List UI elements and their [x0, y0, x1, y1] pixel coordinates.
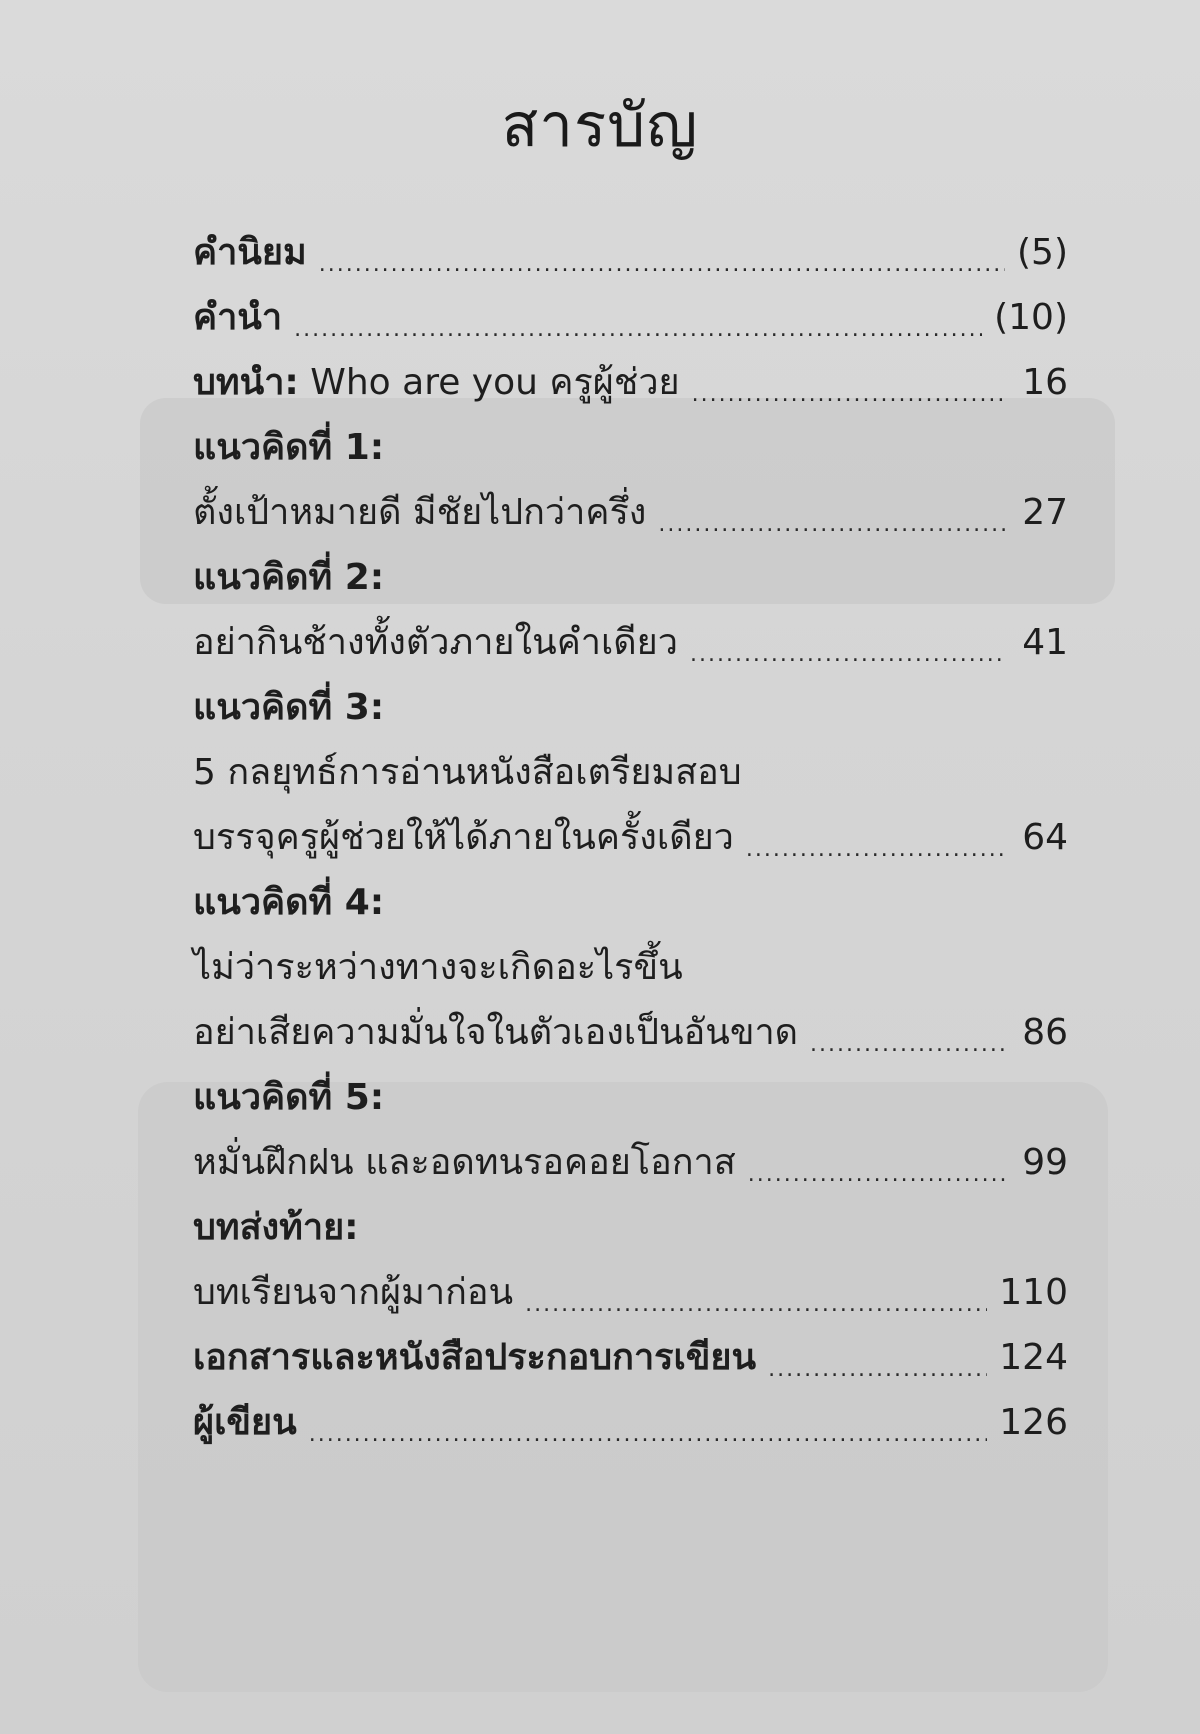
- page-title: สารบัญ: [501, 91, 699, 161]
- dot-leader: [768, 1325, 987, 1390]
- dot-leader: [690, 610, 1006, 675]
- dot-leader: [525, 1260, 987, 1325]
- dot-leader: [692, 350, 1006, 415]
- section-heading-label: แนวคิดที่ 4:: [193, 882, 385, 923]
- toc-entry-label: อย่ากินช้างทั้งตัวภายในคำเดียว: [193, 622, 678, 663]
- toc-entry-label-line: 5 กลยุทธ์การอ่านหนังสือเตรียมสอบ: [193, 752, 742, 793]
- toc-entry: [193, 1390, 1068, 1455]
- section-heading-label: แนวคิดที่ 3:: [193, 687, 385, 728]
- toc-entry-page: (10): [994, 297, 1068, 338]
- toc-entry: [193, 1000, 1068, 1065]
- toc-entry-label: หมั่นฝึกฝน และอดทนรอคอยโอกาส: [193, 1142, 736, 1183]
- toc-entry-continuation: [193, 740, 1068, 805]
- toc-section-heading: [193, 415, 1068, 480]
- section-heading-label: แนวคิดที่ 1:: [193, 427, 385, 468]
- toc-section-heading: [193, 1065, 1068, 1130]
- toc-entry: [193, 1325, 1068, 1390]
- toc-entry-page: 110: [999, 1272, 1068, 1313]
- dot-leader: [810, 1000, 1006, 1065]
- toc-entry-page: 41: [1022, 622, 1068, 663]
- toc-section-heading: [193, 545, 1068, 610]
- toc-section-heading: [193, 870, 1068, 935]
- toc-entry-page: 16: [1022, 362, 1068, 403]
- toc-entry-page: 64: [1022, 817, 1068, 858]
- toc-entry-page: 86: [1022, 1012, 1068, 1053]
- toc-section-heading: [193, 1195, 1068, 1260]
- toc-entry-label-line: ไม่ว่าระหว่างทางจะเกิดอะไรขึ้น: [193, 947, 683, 988]
- toc-entry-label: คำนิยม: [193, 232, 307, 273]
- toc-entry-label: อย่าเสียความมั่นใจในตัวเองเป็นอันขาด: [193, 1012, 799, 1053]
- toc-entry-label: บรรจุครูผู้ช่วยให้ได้ภายในครั้งเดียว: [193, 817, 734, 858]
- toc-entry: [193, 285, 1068, 350]
- toc-entry: [193, 480, 1068, 545]
- dot-leader: [746, 805, 1006, 870]
- toc-entry: [193, 1260, 1068, 1325]
- toc-entry-page: (5): [1017, 232, 1068, 273]
- toc-entry-label-bold: บทนำ:: [193, 362, 299, 403]
- toc-entry: [193, 220, 1068, 285]
- toc-entry-page: 99: [1022, 1142, 1068, 1183]
- toc-entry-continuation: [193, 935, 1068, 1000]
- section-heading-label: แนวคิดที่ 2:: [193, 557, 385, 598]
- section-heading-label: บทส่งท้าย:: [193, 1207, 359, 1248]
- toc-section-heading: [193, 675, 1068, 740]
- toc-entry: [193, 350, 1068, 415]
- toc-entry-label: ตั้งเป้าหมายดี มีชัยไปกว่าครึ่ง: [193, 492, 647, 533]
- toc-entry: [193, 1130, 1068, 1195]
- toc-entry-label: ผู้เขียน: [193, 1402, 297, 1443]
- table-of-contents: [193, 220, 1068, 1455]
- section-heading-label: แนวคิดที่ 5:: [193, 1077, 385, 1118]
- dot-leader: [658, 480, 1006, 545]
- toc-entry-page: 124: [999, 1337, 1068, 1378]
- toc-entry-label-rest: Who are you ครูผู้ช่วย: [298, 362, 680, 403]
- toc-entry-label: บทเรียนจากผู้มาก่อน: [193, 1272, 514, 1313]
- toc-entry: [193, 610, 1068, 675]
- toc-entry-label: เอกสารและหนังสือประกอบการเขียน: [193, 1337, 757, 1378]
- toc-entry: [193, 805, 1068, 870]
- dot-leader: [748, 1130, 1006, 1195]
- dot-leader: [294, 285, 982, 350]
- toc-entry-page: 126: [999, 1402, 1068, 1443]
- dot-leader: [309, 1390, 988, 1455]
- toc-entry-page: 27: [1022, 492, 1068, 533]
- toc-entry-label: [193, 350, 680, 415]
- dot-leader: [319, 220, 1005, 285]
- toc-entry-label: คำนำ: [193, 297, 283, 338]
